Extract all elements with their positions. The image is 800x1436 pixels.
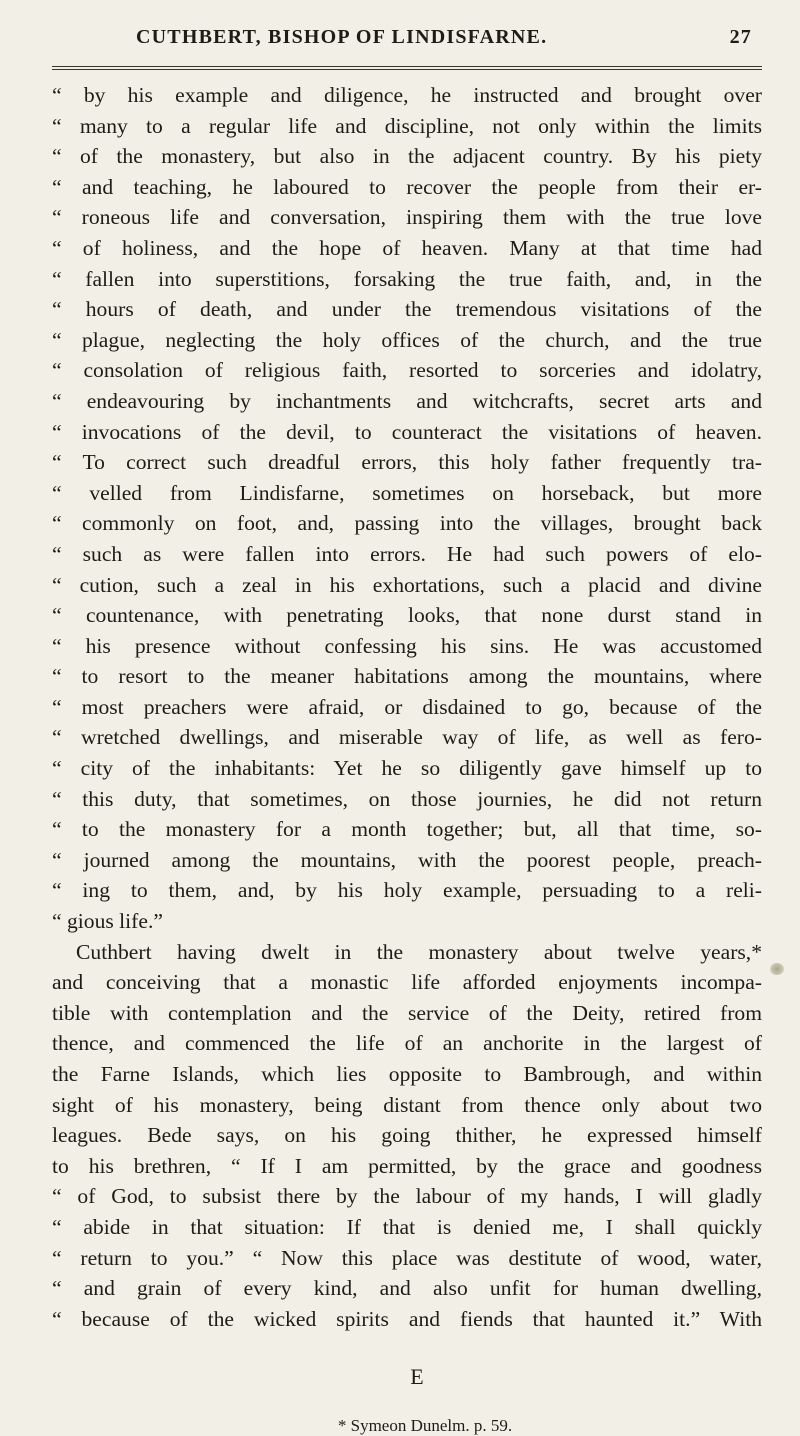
text-line: “ commonly on foot, and, passing into the villages, brought back [52, 511, 762, 536]
running-head [52, 26, 762, 60]
text-line: leagues. Bede says, on his going thither, he expressed himself [52, 1123, 762, 1148]
text-line: and conceiving that a monastic life afforded enjoyments incompa- [52, 970, 762, 995]
text-line: “ abide in that situation: If that is denied me, I shall quickly [52, 1214, 762, 1239]
text-line: “ endeavouring by inchantments and witchcrafts, secret arts and [52, 388, 762, 413]
signature-mark: E [410, 1364, 424, 1390]
text-line: “ gious life.” [52, 909, 163, 934]
text-line: “ to resort to the meaner habitations among the mountains, where [52, 664, 762, 689]
text-line: “ many to a regular life and discipline, not only within the limits [52, 113, 762, 138]
text-line: “ countenance, with penetrating looks, that none durst stand in [52, 603, 762, 628]
text-line: “ invocations of the devil, to counteract the visitations of heaven. [52, 419, 762, 444]
text-line: thence, and commenced the life of an anchorite in the largest of [52, 1031, 762, 1056]
footnote: * Symeon Dunelm. p. 59. [337, 1416, 513, 1436]
text-line: “ ing to them, and, by his holy example, persuading to a reli- [52, 878, 762, 903]
text-line: “ velled from Lindisfarne, sometimes on horseback, but more [52, 480, 762, 505]
text-line: “ consolation of religious faith, resorted to sorceries and idolatry, [52, 358, 762, 383]
text-line: “ of the monastery, but also in the adjacent country. By his piety [52, 144, 762, 169]
text-line: “ return to you.” “ Now this place was destitute of wood, water, [52, 1245, 762, 1270]
text-line: “ of holiness, and the hope of heaven. Many at that time had [52, 235, 762, 260]
text-line: “ to the monastery for a month together; but, all that time, so- [52, 817, 762, 842]
text-line: Cuthbert having dwelt in the monastery about twelve years,* [76, 939, 762, 964]
body-text [52, 80, 762, 1334]
header-rule [52, 66, 762, 70]
text-line: sight of his monastery, being distant from thence only about two [52, 1092, 762, 1117]
text-line: “ by his example and diligence, he instructed and brought over [52, 83, 762, 107]
page-number: 27 [729, 26, 752, 48]
text-line: “ wretched dwellings, and miserable way of life, as well as fero- [52, 725, 762, 750]
running-title: CUTHBERT, BISHOP OF LINDISFARNE. [136, 26, 548, 48]
text-line: “ plague, neglecting the holy offices of the church, and the true [52, 327, 762, 352]
text-line: “ To correct such dreadful errors, this holy father frequently tra- [52, 450, 762, 475]
text-line: “ hours of death, and under the tremendous visitations of the [52, 297, 762, 322]
text-line: the Farne Islands, which lies opposite to Bambrough, and within [52, 1062, 762, 1086]
text-line: “ city of the inhabitants: Yet he so diligently gave himself up to [52, 756, 762, 781]
text-line: “ and teaching, he laboured to recover the people from their er- [52, 174, 762, 199]
text-line: “ of God, to subsist there by the labour of my hands, I will gladly [52, 1184, 762, 1209]
text-line: “ roneous life and conversation, inspiring them with the true love [52, 205, 762, 230]
text-line: “ journed among the mountains, with the poorest people, preach- [52, 847, 762, 872]
text-line: tible with contemplation and the service of the Deity, retired from [52, 1000, 762, 1025]
text-line: to his brethren, “ If I am permitted, by the grace and goodness [52, 1153, 762, 1178]
paper-speck [770, 963, 784, 975]
text-line: “ this duty, that sometimes, on those journies, he did not return [52, 786, 762, 811]
text-line: “ such as were fallen into errors. He had such powers of elo- [52, 541, 762, 566]
text-line: “ his presence without confessing his sins. He was accustomed [52, 633, 762, 658]
text-line: “ because of the wicked spirits and fiends that haunted it.” With [52, 1306, 762, 1331]
text-line: “ fallen into superstitions, forsaking the true faith, and, in the [52, 266, 762, 291]
text-line: “ most preachers were afraid, or disdained to go, because of the [52, 694, 762, 719]
text-line: “ cution, such a zeal in his exhortations, such a placid and divine [52, 572, 762, 597]
text-line: “ and grain of every kind, and also unfit for human dwelling, [52, 1276, 762, 1301]
